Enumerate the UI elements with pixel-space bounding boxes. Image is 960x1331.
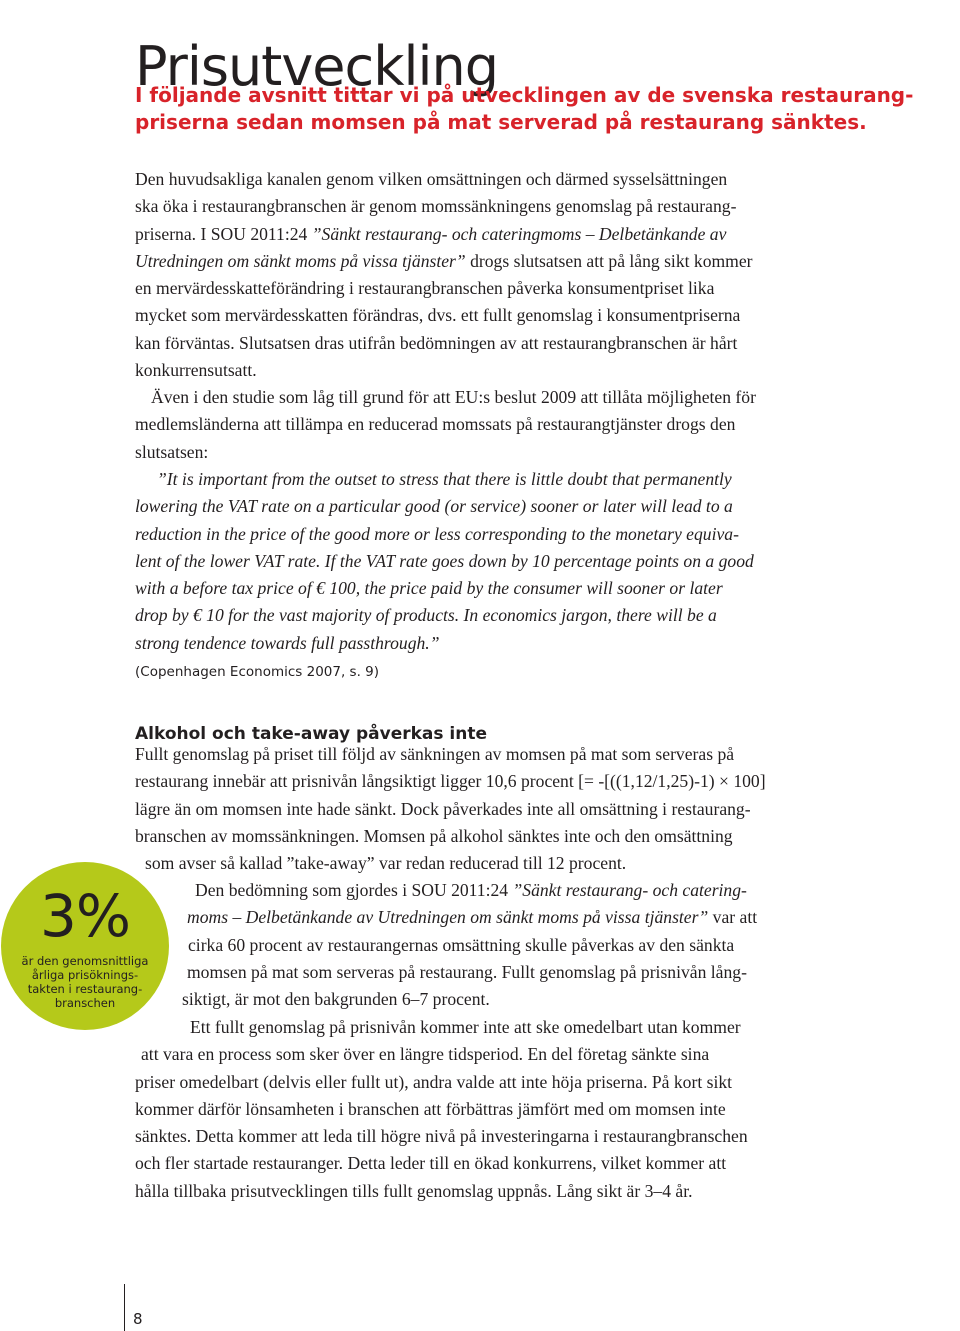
text-line: kan förväntas. Slutsatsen dras utifrån bedömningen av att restaurangbranschen är hårt [135, 332, 738, 353]
page-title: Prisutveckling [135, 35, 498, 99]
stat-value: 3% [39, 882, 130, 950]
text-line: och fler startade restauranger. Detta leder till en ökad konkurrens, vilket kommer att [135, 1153, 727, 1174]
text-line: Ett fullt genomslag på prisnivån kommer inte att ske omedelbart utan kommer [190, 1017, 741, 1037]
text-line: hålla tillbaka prisutvecklingen tills fullt genomslag uppnås. Lång sikt är 3–4 år. [135, 1180, 693, 1201]
quote-line: lowering the VAT rate on a particular good (or service) sooner or later will lead to a [135, 496, 733, 517]
text-line: slutsatsen: [135, 441, 209, 462]
report-title-italic: Utredningen om sänkt moms på vissa tjänster” [135, 250, 466, 271]
text-line: priser omedelbart (delvis eller fullt ut), andra valde att inte höja priserna. På kort sikt [135, 1071, 733, 1092]
report-title-italic: moms – Delbetänkande av Utredningen om sänkt moms på vissa tjänster” [187, 907, 709, 928]
text-line: cirka 60 procent av restaurangernas omsättning skulle påverkas av den sänkta [188, 934, 735, 955]
paragraph-channel [135, 166, 875, 384]
text-span: drogs slutsatsen att på lång sikt kommer [465, 250, 753, 271]
text-line: medlemsländerna att tillämpa en reducerad momssats på restaurangtjänster drogs den [135, 414, 736, 435]
stat-caption [1, 954, 169, 1010]
quote-line: reduction in the price of the good more or less corresponding to the monetary equiva- [135, 523, 739, 544]
text-line: Även i den studie som låg till grund för att EU:s beslut 2009 att tillåta möjligheten för [151, 387, 756, 407]
text-line: branschen av momssänkningen. Momsen på alkohol sänktes inte och den omsättning [135, 825, 733, 846]
report-title-italic: ”Sänkt restaurang- och catering- [512, 880, 747, 900]
stat-caption-line: är den genomsnittliga [21, 954, 149, 968]
stat-callout-circle [1, 862, 169, 1030]
text-line: kommer därför lönsamheten i branschen att förbättras jämfört med om momsen inte [135, 1098, 726, 1119]
quote-line: lent of the lower VAT rate. If the VAT rate goes down by 10 percentage points on a good [135, 550, 754, 571]
paragraph-gradual-effect [135, 1014, 875, 1205]
text-line: en mervärdesskatteförändring i restaurangbranschen påverka konsumentpriset lika [135, 278, 715, 299]
text-line [135, 877, 875, 904]
text-line: restaurang innebär att prisnivån långsiktigt ligger 10,6 procent [= -[((1,12/1,25)-1) × 100] [135, 771, 766, 792]
text-line: som avser så kallad ”take-away” var redan reducerad till 12 procent. [145, 853, 627, 874]
quote-line: strong tendence towards full passthrough.” [135, 632, 440, 653]
text-line: Den huvudsakliga kanalen genom vilken omsättningen och därmed sysselsättningen [135, 169, 728, 189]
intro-lead [135, 82, 914, 136]
text-line [135, 904, 875, 931]
text-line: lägre än om momsen inte hade sänkt. Dock påverkades inte all omsättning i restaurang- [135, 798, 751, 819]
text-span: priserna. I SOU 2011:24 [135, 223, 312, 244]
text-line: siktigt, är mot den bakgrunden 6–7 procent. [182, 989, 490, 1010]
blockquote [135, 466, 875, 657]
text-line: konkurrensutsatt. [135, 360, 257, 381]
stat-caption-line: årliga prisöknings- [31, 968, 139, 982]
intro-line: priserna sedan momsen på mat serverad på restaurang sänktes. [135, 110, 867, 134]
report-title-italic: ”Sänkt restaurang- och cateringmoms – Delbetänkande av [311, 223, 727, 244]
quote-line: drop by € 10 for the vast majority of products. In economics jargon, there will be a [135, 605, 717, 626]
stat-caption-line: branschen [54, 996, 116, 1010]
text-line: att vara en process som sker över en längre tidsperiod. En del företag sänkte sina [141, 1044, 710, 1065]
paragraph-full-passthrough [135, 741, 875, 877]
quote-line: with a before tax price of € 100, the price paid by the consumer will sooner or later [135, 578, 723, 599]
text-span: Den bedömning som gjordes i SOU 2011:24 [195, 880, 513, 900]
text-line [135, 221, 875, 248]
paragraph-eu-study [135, 384, 875, 466]
text-line: mycket som mervärdesskatten förändras, dvs. ett fullt genomslag i konsumentpriserna [135, 305, 741, 326]
text-span: var att [708, 907, 758, 928]
paragraph-sou-assessment [135, 877, 875, 1013]
quote-line: ”It is important from the outset to stress that there is little doubt that permanently [157, 469, 732, 489]
text-line: ska öka i restaurangbranschen är genom momssänkningens genomslag på restaurang- [135, 196, 737, 217]
intro-line: I följande avsnitt tittar vi på utvecklingen av de svenska restaurang- [135, 83, 914, 107]
text-line: momsen på mat som serveras på restaurang. Fullt genomslag på prisnivån lång- [187, 961, 747, 982]
section-heading: Alkohol och take-away påverkas inte [135, 724, 488, 745]
text-line: Fullt genomslag på priset till följd av sänkningen av momsen på mat som serveras på [135, 744, 735, 764]
text-line: sänktes. Detta kommer att leda till högre nivå på investeringarna i restaurangbranschen [135, 1126, 748, 1147]
page-number-divider [124, 1284, 125, 1331]
page-number: 8 [133, 1310, 143, 1328]
stat-caption-line: takten i restaurang- [27, 982, 143, 996]
quote-source: (Copenhagen Economics 2007, s. 9) [135, 664, 380, 680]
text-line [135, 248, 875, 275]
